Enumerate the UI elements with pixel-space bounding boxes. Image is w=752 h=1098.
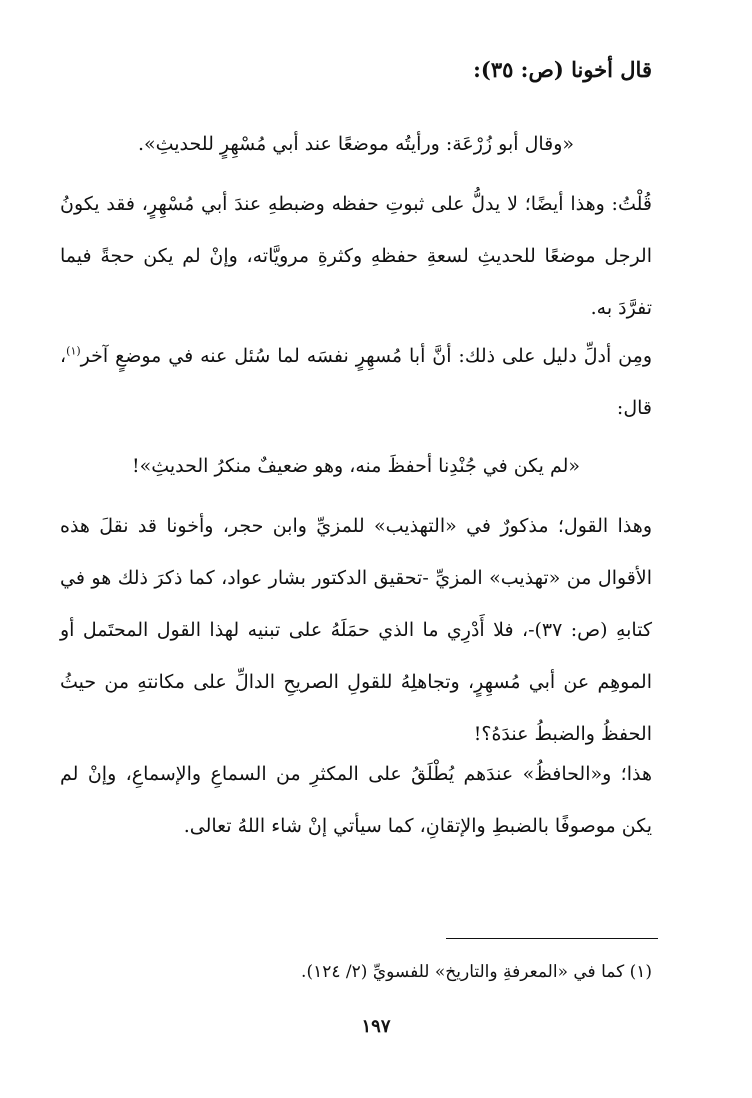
footnote-divider bbox=[446, 938, 658, 939]
paragraph-evidence bbox=[60, 330, 652, 434]
footnote-reference: (١) bbox=[66, 344, 81, 358]
paragraph-evidence-text: ومِن أدلِّ دليل على ذلك: أنَّ أبا مُسهِرٍ نفسَه لما سُئل عنه في موضعٍ آخر bbox=[80, 345, 652, 367]
footnote: (١) كما في «المعرفةِ والتاريخ» للفسويِّ (٢/ ١٢٤). bbox=[301, 962, 652, 982]
page-number: ١٩٧ bbox=[361, 1016, 391, 1037]
paragraph-evidence-tail: ، قال: bbox=[60, 345, 652, 419]
section-heading: قال أخونا (ص: ٣٥): bbox=[473, 57, 652, 82]
quote-abu-mushir: «لم يكن في جُنْدِنا أحفظَ منه، وهو ضعيفٌ منكرُ الحديثِ»! bbox=[131, 455, 581, 477]
paragraph-hafiz: هذا؛ و«الحافظُ» عندَهم يُطْلَقُ على المكثرِ من السماعِ والإسماعِ، وإنْ لم يكن موصوفًا بالضبطِ والإتقانِ، كما سيأتي إنْ شاء اللهُ تعالى. bbox=[60, 763, 652, 837]
paragraph-qultu: قُلْتُ: وهذا أيضًا؛ لا يدلُّ على ثبوتِ حفظه وضبطهِ عندَ أبي مُسْهِرٍ، فقد يكونُ الرجل موضعًا للحديثِ لسعةِ حفظهِ وكثرةِ مرويَّاته، وإنْ لم يكن حجةً فيما تفرَّدَ به. bbox=[60, 193, 652, 319]
paragraph-tahdhib: وهذا القول؛ مذكورٌ في «التهذيب» للمزيِّ وابن حجر، وأخونا قد نقلَ هذه الأقوال من «تهذيب» المزيِّ -تحقيق الدكتور بشار عواد، كما ذكرَ ذلك هو في كتابهِ (ص: ٣٧)-، فلا أَدْرِي ما الذي حمَلَهُ على تبنيه لهذا القول المحتَمل أو الموهِم عن أبي مُسهِرٍ، وتجاهلِهُ للقولِ الصريحِ الدالِّ على مكانتهِ من حيثُ الحفظُ والضبطُ عندَهُ؟! bbox=[60, 515, 652, 745]
quote-abu-zura: «وقال أبو زُرْعَة: ورأيتُه موضعًا عند أبي مُسْهِرٍ للحديثِ». bbox=[137, 133, 575, 155]
